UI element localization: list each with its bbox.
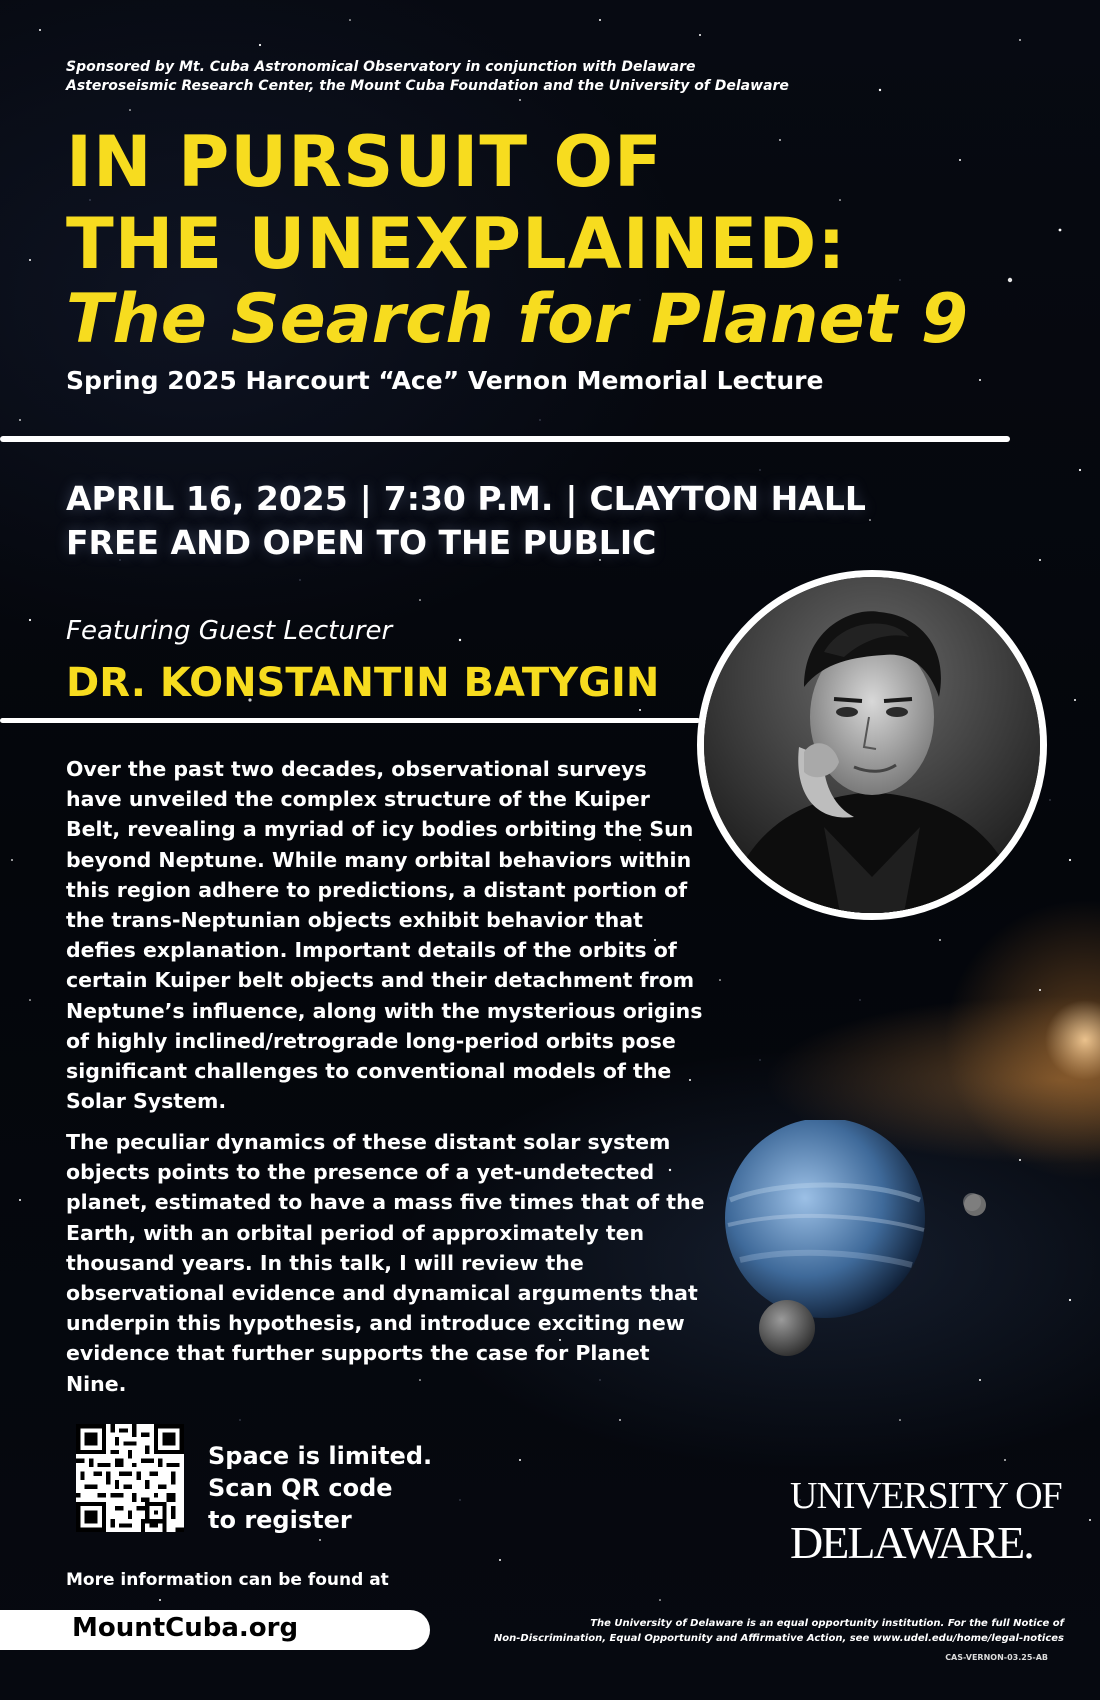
event-time: 7:30 P.M.: [383, 479, 554, 518]
sponsor-text: [66, 58, 866, 96]
registration-line-2: Scan QR code: [208, 1474, 393, 1502]
event-venue: CLAYTON HALL: [589, 479, 866, 518]
university-logo-line-1: UNIVERSITY OF: [790, 1475, 1062, 1517]
separator: |: [565, 479, 578, 518]
event-admission: FREE AND OPEN TO THE PUBLIC: [66, 523, 657, 562]
title-line-2: THE UNEXPLAINED:: [66, 203, 847, 285]
registration-text: [208, 1440, 432, 1536]
document-code: CAS-VERNON-03.25-AB: [945, 1653, 1048, 1662]
divider-top: [0, 436, 1010, 442]
sponsor-line-1: Sponsored by Mt. Cuba Astronomical Observatory in conjunction with Delaware: [66, 59, 696, 75]
lecturer-portrait: [697, 570, 1047, 920]
event-details: [66, 478, 866, 520]
more-info-label: More information can be found at: [66, 1570, 389, 1590]
sponsor-line-2: Asteroseismic Research Center, the Mount Cuba Foundation and the University of Delaware: [66, 78, 789, 94]
planet-illustration: [700, 1120, 1100, 1420]
divider-lecturer: [0, 718, 700, 723]
title-line-3: The Search for Planet 9: [66, 280, 969, 359]
qr-code[interactable]: [76, 1424, 184, 1532]
abstract-paragraph-1: Over the past two decades, observational surveys have unveiled the complex structure of the Kuiper Belt, revealing a myriad of icy bodies orbiting the Sun beyond Neptune. While many orbital behaviors within this region adhere to predictions, a distant portion of the trans-Neptunian objects exhibit behavior that defies explanation. Important details of the orbits of certain Kuiper belt objects and their detachment from Neptune’s influence, along with the mysterious origins of highly inclined/retrograde long-period orbits pose significant challenges to conventional models of the Solar System.: [66, 757, 703, 1114]
website-link[interactable]: MountCuba.org: [72, 1613, 299, 1643]
registration-line-1: Space is limited.: [208, 1442, 433, 1470]
title-line-1: IN PURSUIT OF: [66, 121, 663, 203]
event-date: APRIL 16, 2025: [66, 479, 348, 518]
lecturer-name: DR. KONSTANTIN BATYGIN: [66, 660, 660, 706]
legal-notice: [464, 1616, 1064, 1646]
university-logo-line-2: DELAWARE.: [790, 1517, 1033, 1568]
featuring-label: Featuring Guest Lecturer: [66, 616, 393, 646]
portrait-illustration: [704, 577, 1040, 913]
small-moon-illustration: [960, 1190, 990, 1220]
lecture-subtitle: Spring 2025 Harcourt “Ace” Vernon Memorial Lecture: [66, 366, 824, 395]
legal-line-1: The University of Delaware is an equal opportunity institution. For the full Notice of: [590, 1618, 1064, 1629]
registration-line-3: to register: [208, 1506, 352, 1534]
separator: |: [359, 479, 372, 518]
legal-line-2: Non-Discrimination, Equal Opportunity and Affirmative Action, see www.udel.edu/home/legal-notices: [493, 1633, 1064, 1644]
abstract-paragraph-2: The peculiar dynamics of these distant solar system objects points to the presence of a yet-undetected planet, estimated to have a mass five times that of the Earth, with an orbital period of approximately ten thousand years. In this talk, I will review the observational evidence and dynamical arguments that underpin this hypothesis, and introduce exciting new evidence that further supports the case for Planet Nine.: [66, 1130, 705, 1396]
